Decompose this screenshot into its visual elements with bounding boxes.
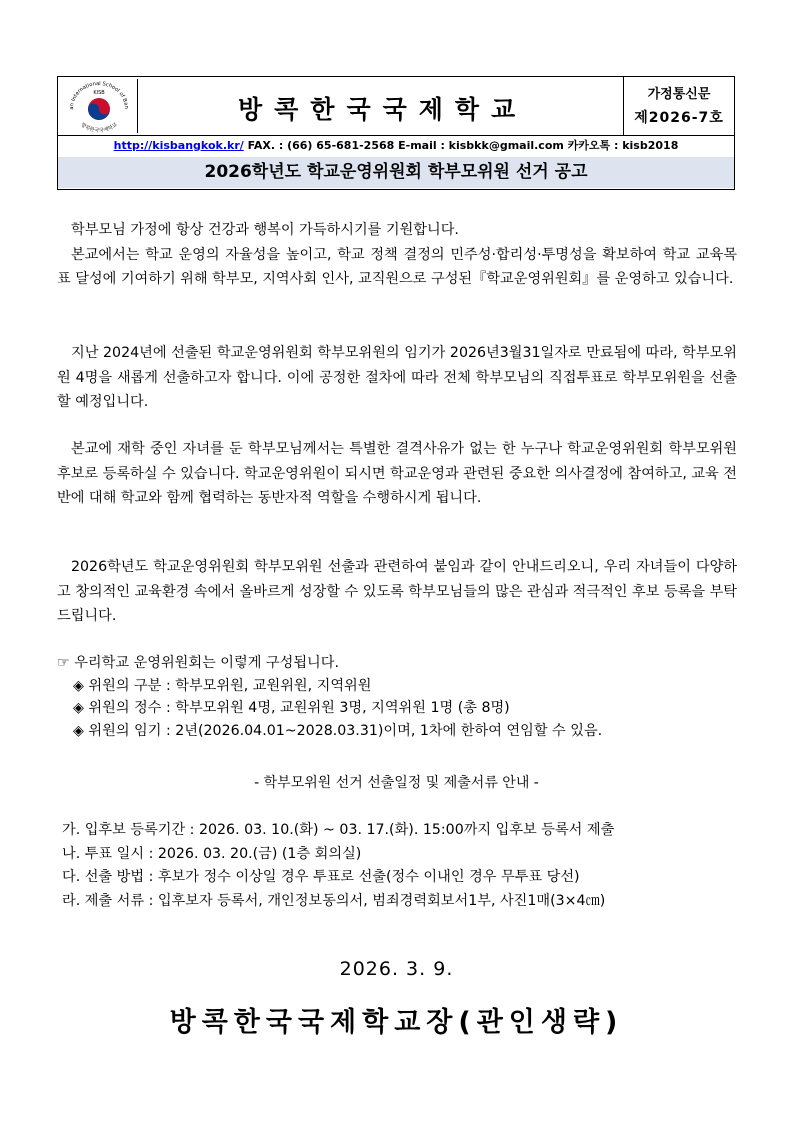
composition-item: ◈ 위원의 구분 : 학부모위원, 교원위원, 지역위원 xyxy=(73,677,372,694)
school-name: 방콕한국국제학교 xyxy=(238,95,528,124)
paragraph-request: 2026학년도 학교운영위원회 학부모위원 선출과 관련하여 붙임과 같이 안내드리오니, 우리 자녀들이 다양하고 창의적인 교육환경 속에서 올바르게 성장할 수 있도록 학부모님들의 많은 관심과 적극적인 후보 등록을 부탁드립니다. xyxy=(57,559,737,624)
contact-info: FAX. : (66) 65-681-2568 E-mail : kisbkk@gmail.com 카카오톡 : kisb2018 xyxy=(243,139,679,152)
paragraph-greeting xyxy=(57,218,737,292)
composition-item: ◈ 위원의 임기 : 2년(2026.04.01~2028.03.31)이며, 1차에 한하여 연임할 수 있음. xyxy=(73,722,603,739)
schedule-item: 가. 입후보 등록기간 : 2026. 03. 10.(화) ~ 03. 17.(화). 15:00까지 입후보 등록서 제출 xyxy=(62,822,615,838)
schedule-item: 나. 투표 일시 : 2026. 03. 20.(금) (1층 회의실) xyxy=(62,845,362,862)
schedule-item: 다. 선출 방법 : 후보가 정수 이상일 경우 투표로 선출(정수 이내인 경우 무투표 당선) xyxy=(62,869,580,885)
newsletter-number: 제2026-7호 xyxy=(634,110,724,126)
letterhead xyxy=(57,76,735,190)
logo-arc-text-bottom: 방콕한국국제학교 xyxy=(79,121,119,133)
principal-signature: 방콕한국국제학교장(관인생략) xyxy=(169,1007,624,1038)
composition-item: ◈ 위원의 정수 : 학부모위원 4명, 교원위원 3명, 지역위원 1명 (총 8명) xyxy=(73,700,510,716)
schedule-heading: - 학부모위원 선거 선출일정 및 제출서류 안내 - xyxy=(254,775,539,791)
contact-bar xyxy=(58,135,734,158)
composition-heading: ☞ 우리학교 운영위원회는 이렇게 구성됩니다. xyxy=(57,655,339,671)
composition-section xyxy=(57,652,602,742)
schedule-item: 라. 제출 서류 : 입후보자 등록서, 개인정보동의서, 범죄경력회보서1부, 사진1매(3×4㎝) xyxy=(62,892,606,909)
greeting-purpose: 본교에서는 학교 운영의 자율성을 높이고, 학교 정책 결정의 민주성·합리성·투명성을 확보하여 학교 교육목표 달성에 기여하기 위해 학부모, 지역사회 인사, 교직원으로 구성된『학교운영위원회』를 운영하고 있습니다. xyxy=(57,246,737,287)
newsletter-label: 가정통신문 xyxy=(647,87,711,102)
greeting-line: 학부모님 가정에 항상 건강과 행복이 가득하시기를 기원합니다. xyxy=(71,222,459,238)
logo-center-text: KISB xyxy=(93,90,105,96)
document-title: 2026학년도 학교운영위원회 학부모위원 선거 공고 xyxy=(58,157,734,188)
paragraph-eligibility: 본교에 재학 중인 자녀를 둔 학부모님께서는 특별한 결격사유가 없는 한 누구나 학교운영위원회 학부모위원 후보로 등록하실 수 있습니다. 학교운영위원이 되시면 학교운영과 관련된 중요한 의사결정에 참여하고, 교육 전반에 대해 학교와 함께 협력하는 동반자적 역할을 수행하시게 됩니다. xyxy=(57,441,737,506)
issue-date: 2026. 3. 9. xyxy=(339,958,454,980)
schedule-list xyxy=(62,819,614,913)
newsletter-box xyxy=(623,77,734,135)
logo-arc-text-top: an International School of Ban xyxy=(68,80,130,110)
website-link[interactable]: http://kisbangkok.kr/ xyxy=(113,139,244,152)
paragraph-term-expiry: 지난 2024년에 선출된 학교운영위원회 학부모위원의 임기가 2026년3월31일자로 만료됨에 따라, 학부모위원 4명을 새롭게 선출하고자 합니다. 이에 공정한 절차에 따라 전체 학부모님의 직접투표로 학부모위원을 선출할 예정입니다. xyxy=(57,345,737,410)
letterhead-top-row xyxy=(58,77,734,136)
school-logo xyxy=(61,79,138,133)
